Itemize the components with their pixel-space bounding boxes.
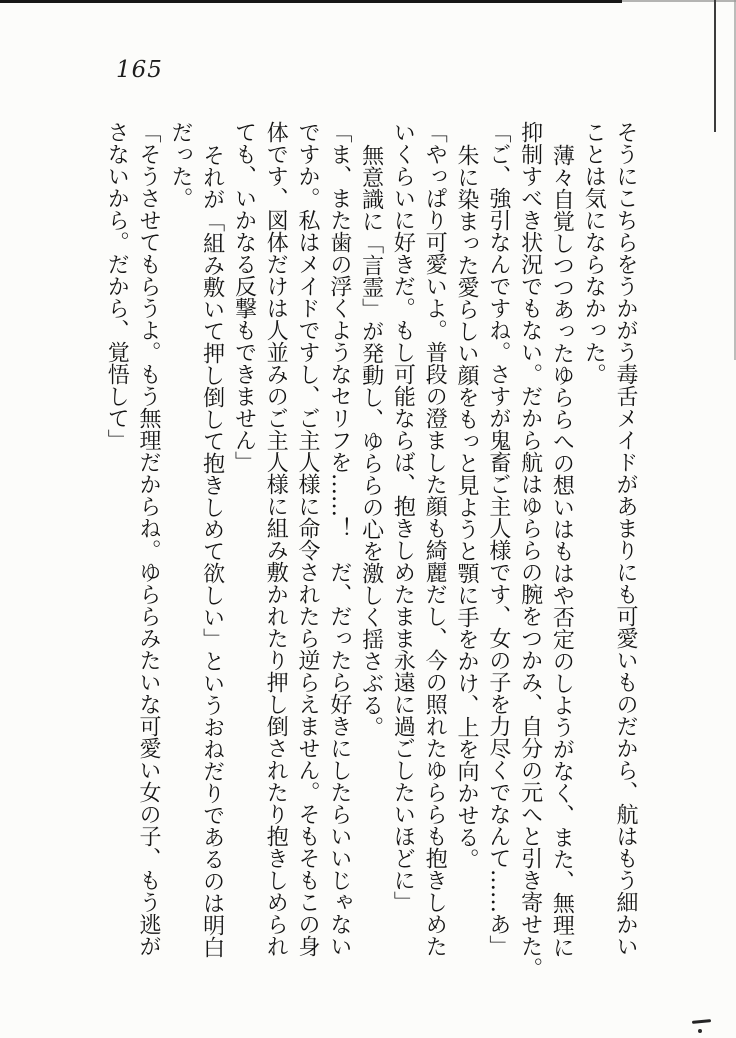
text-column: ても、いかなる反撃もできません」: [231, 121, 257, 473]
text-column: さないから。だから、覚悟して」: [104, 121, 130, 451]
text-column: ですか。私はメイドですし、ご主人様に命令されたら逆らえません。そもそもこの身: [295, 121, 321, 957]
text-column: 「ご、強引なんですね。さすが鬼畜ご主人様です、女の子を力尽くでなんて……あ」: [485, 121, 511, 957]
text-column: 無意識に「言霊」が発動し、ゆららの心を激しく揺さぶる。: [358, 144, 384, 738]
text-column: ことは気にならなかった。: [581, 121, 607, 385]
scan-right-corner-line: [714, 0, 716, 132]
vertical-text-block: [99, 121, 641, 979]
scan-corner-dash-mark: [692, 1019, 711, 1024]
page-number: 165: [116, 57, 163, 83]
text-column: 「ま、また歯の浮くようなセリフを……！ だ、だったら好きにしたらいいじゃない: [326, 121, 352, 957]
text-column: いくらいに好きだ。もし可能ならば、抱きしめたまま永遠に過ごしたいほどに」: [390, 121, 416, 913]
scan-top-edge-light: [622, 0, 736, 2]
text-column: それが「組み敷いて押し倒して抱きしめて欲しい」というおねだりであるのは明白: [199, 144, 225, 958]
text-column: そうにこちらをうかがう毒舌メイドがあまりにも可愛いものだから、航はもう細かい: [613, 121, 638, 957]
text-column: 「そうさせてもらうよ。もう無理だからね。ゆららみたいな可愛い女の子、もう逃が: [136, 121, 162, 957]
text-column: 体です、図体だけは人並みのご主人様に組み敷かれたり押し倒されたり抱きしめられ: [263, 121, 289, 957]
text-column: 薄々自覚しつつあったゆららへの想いはもはや否定のしようがなく、また、無理に: [549, 144, 575, 958]
text-column: 朱に染まった愛らしい顔をもっと見ようと顎に手をかけ、上を向かせる。: [454, 144, 480, 870]
scan-top-edge-dark: [0, 0, 622, 3]
text-column: 抑制すべき状況でもない。だから航はゆららの腕をつかみ、自分の元へと引き寄せた。: [517, 121, 543, 979]
text-column: 「やっぱり可愛いよ。普段の澄ました顔も綺麗だし、今の照れたゆららも抱きしめた: [422, 121, 448, 957]
text-column: だった。: [167, 121, 193, 209]
scan-corner-dot-mark: [698, 1029, 702, 1033]
